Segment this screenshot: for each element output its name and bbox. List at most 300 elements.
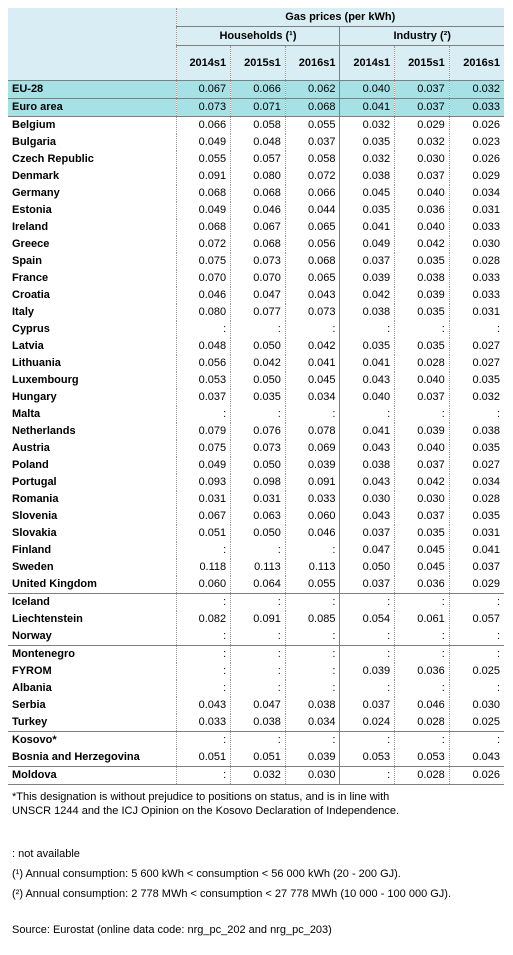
price-cell: 0.032 xyxy=(449,389,504,406)
price-cell: 0.050 xyxy=(362,561,391,573)
country-name: Kosovo* xyxy=(12,734,57,746)
price-cell: 0.042 xyxy=(285,338,340,355)
price-cell: : xyxy=(387,408,391,420)
price-cell: 0.037 xyxy=(395,508,450,525)
price-cell: 0.050 xyxy=(231,525,286,542)
table-row xyxy=(8,423,504,440)
table-row xyxy=(8,185,504,202)
price-cell: 0.039 xyxy=(285,749,340,767)
price-cell: 0.054 xyxy=(362,613,391,625)
price-cell: 0.082 xyxy=(176,611,231,628)
table-row xyxy=(8,714,504,732)
table-row xyxy=(8,270,504,287)
price-cell: 0.045 xyxy=(395,559,450,576)
price-cell: 0.043 xyxy=(362,476,391,488)
price-cell: 0.066 xyxy=(285,185,340,202)
price-cell: 0.028 xyxy=(395,355,450,372)
price-cell: : xyxy=(395,406,450,423)
price-cell: 0.031 xyxy=(231,491,286,508)
price-cell: 0.042 xyxy=(395,236,450,253)
price-cell: : xyxy=(176,321,231,338)
price-cell: 0.040 xyxy=(395,372,450,389)
price-cell: 0.068 xyxy=(285,99,340,117)
price-cell: 0.053 xyxy=(176,372,231,389)
price-cell: 0.027 xyxy=(449,457,504,474)
price-cell: 0.064 xyxy=(231,576,286,594)
country-name: Iceland xyxy=(12,596,50,608)
price-cell: 0.068 xyxy=(285,253,340,270)
kosovo-note-line: *This designation is without prejudice to positions on status, and is in line with xyxy=(12,791,390,803)
gas-prices-table xyxy=(8,8,504,785)
country-name: Hungary xyxy=(12,391,57,403)
price-cell: 0.038 xyxy=(285,697,340,714)
price-cell: : xyxy=(285,321,340,338)
price-cell: 0.076 xyxy=(231,423,286,440)
price-cell: 0.034 xyxy=(449,474,504,491)
price-cell: : xyxy=(387,323,391,335)
table-row xyxy=(8,457,504,474)
price-cell: 0.040 xyxy=(395,219,450,236)
table-row xyxy=(8,628,504,646)
price-cell: : xyxy=(231,594,286,612)
price-cell: 0.093 xyxy=(176,474,231,491)
price-cell: : xyxy=(176,663,231,680)
price-cell: 0.060 xyxy=(176,576,231,594)
price-cell: 0.068 xyxy=(176,219,231,236)
price-cell: 0.051 xyxy=(176,749,231,767)
table-row xyxy=(8,219,504,236)
price-cell: 0.042 xyxy=(231,355,286,372)
price-cell: : xyxy=(449,646,504,664)
price-cell: 0.051 xyxy=(176,525,231,542)
price-cell: 0.056 xyxy=(285,236,340,253)
price-cell: 0.068 xyxy=(231,185,286,202)
table-row xyxy=(8,236,504,253)
price-cell: 0.039 xyxy=(362,665,391,677)
price-cell: 0.039 xyxy=(362,272,391,284)
table-row xyxy=(8,406,504,423)
price-cell: 0.041 xyxy=(449,542,504,559)
table-row xyxy=(8,508,504,525)
country-name: Cyprus xyxy=(12,323,50,335)
table-row xyxy=(8,646,504,664)
table-row xyxy=(8,440,504,457)
price-cell: 0.043 xyxy=(176,697,231,714)
table-row xyxy=(8,355,504,372)
price-cell: : xyxy=(176,732,231,750)
price-cell: 0.037 xyxy=(395,99,450,117)
price-cell: : xyxy=(340,628,395,646)
table-row xyxy=(8,304,504,321)
table-row xyxy=(8,611,504,628)
table-title: Gas prices (per kWh) xyxy=(176,8,504,27)
price-cell: 0.056 xyxy=(176,355,231,372)
price-cell: 0.035 xyxy=(395,338,450,355)
price-cell: 0.041 xyxy=(362,425,391,437)
country-name: Sweden xyxy=(12,561,54,573)
kosovo-note xyxy=(12,790,502,818)
price-cell: 0.079 xyxy=(176,423,231,440)
table-row xyxy=(8,151,504,168)
not-available-note: : not available xyxy=(12,848,80,860)
price-cell: : xyxy=(176,646,231,664)
price-cell: 0.049 xyxy=(176,457,231,474)
price-cell: 0.037 xyxy=(285,134,340,151)
price-cell: : xyxy=(395,646,450,664)
country-name: France xyxy=(12,272,49,284)
price-cell: 0.045 xyxy=(395,542,450,559)
price-cell: 0.061 xyxy=(395,611,450,628)
price-cell: 0.030 xyxy=(395,151,450,168)
price-cell: : xyxy=(231,680,286,697)
price-cell: : xyxy=(340,767,395,785)
price-cell: : xyxy=(387,648,391,660)
price-cell: 0.048 xyxy=(176,338,231,355)
price-cell: 0.047 xyxy=(362,544,391,556)
column-header: 2016s1 xyxy=(285,46,340,81)
price-cell: : xyxy=(387,682,391,694)
price-cell: 0.029 xyxy=(449,168,504,185)
price-cell: 0.046 xyxy=(395,697,450,714)
price-cell: 0.025 xyxy=(449,663,504,680)
price-cell: 0.030 xyxy=(285,767,340,785)
table-row xyxy=(8,389,504,406)
price-cell: : xyxy=(176,767,231,785)
price-cell: 0.039 xyxy=(395,423,450,440)
price-cell: : xyxy=(285,628,340,646)
country-name: Finland xyxy=(12,544,52,556)
price-cell: 0.051 xyxy=(231,749,286,767)
column-header: 2015s1 xyxy=(231,46,286,81)
column-header: 2014s1 xyxy=(176,46,231,81)
header-corner xyxy=(8,46,176,81)
price-cell: 0.065 xyxy=(285,219,340,236)
price-cell: : xyxy=(449,680,504,697)
table-row xyxy=(8,749,504,767)
price-cell: 0.085 xyxy=(285,611,340,628)
price-cell: 0.027 xyxy=(449,338,504,355)
price-cell: 0.024 xyxy=(340,714,395,732)
price-cell: : xyxy=(231,628,286,646)
price-cell: : xyxy=(176,628,231,646)
price-cell: 0.063 xyxy=(231,508,286,525)
table-row xyxy=(8,287,504,304)
price-cell: 0.043 xyxy=(362,442,391,454)
price-cell: : xyxy=(231,732,286,750)
table-row xyxy=(8,542,504,559)
price-cell: 0.048 xyxy=(231,134,286,151)
price-cell: 0.040 xyxy=(395,440,450,457)
price-cell: 0.047 xyxy=(231,697,286,714)
table-row xyxy=(8,117,504,135)
price-cell: 0.050 xyxy=(231,457,286,474)
table-row xyxy=(8,697,504,714)
price-cell: 0.037 xyxy=(340,576,395,594)
price-cell: 0.028 xyxy=(449,491,504,508)
price-cell: 0.038 xyxy=(231,714,286,732)
price-cell: : xyxy=(449,321,504,338)
table-row xyxy=(8,253,504,270)
price-cell: 0.049 xyxy=(176,202,231,219)
price-cell: 0.043 xyxy=(449,749,504,767)
price-cell: 0.046 xyxy=(285,525,340,542)
price-cell: 0.049 xyxy=(176,134,231,151)
table-row xyxy=(8,168,504,185)
price-cell: 0.039 xyxy=(395,287,450,304)
price-cell: 0.025 xyxy=(449,714,504,732)
price-cell: 0.037 xyxy=(395,389,450,406)
price-cell: 0.037 xyxy=(395,168,450,185)
price-cell: 0.029 xyxy=(395,117,450,135)
price-cell: 0.037 xyxy=(362,527,391,539)
price-cell: 0.067 xyxy=(176,508,231,525)
price-cell: 0.072 xyxy=(176,236,231,253)
price-cell: 0.091 xyxy=(176,168,231,185)
price-cell: 0.055 xyxy=(176,151,231,168)
price-cell: 0.031 xyxy=(449,525,504,542)
price-cell: 0.043 xyxy=(362,374,391,386)
price-cell: 0.035 xyxy=(395,304,450,321)
table-header xyxy=(8,8,504,81)
price-cell: 0.030 xyxy=(449,697,504,714)
price-cell: 0.027 xyxy=(449,355,504,372)
country-name: FYROM xyxy=(12,665,52,677)
price-cell: 0.032 xyxy=(395,134,450,151)
table-row xyxy=(8,732,504,750)
price-cell: : xyxy=(231,663,286,680)
country-name: Croatia xyxy=(12,289,50,301)
price-cell: 0.023 xyxy=(449,134,504,151)
price-cell: : xyxy=(285,594,340,612)
price-cell: 0.055 xyxy=(285,576,340,594)
price-cell: 0.038 xyxy=(362,306,391,318)
price-cell: 0.039 xyxy=(285,457,340,474)
price-cell: 0.030 xyxy=(395,491,450,508)
price-cell: 0.035 xyxy=(362,340,391,352)
price-cell: : xyxy=(449,732,504,750)
header-corner xyxy=(8,27,176,46)
price-cell: 0.058 xyxy=(285,151,340,168)
price-cell: 0.030 xyxy=(362,493,391,505)
price-cell: : xyxy=(285,406,340,423)
country-name: Greece xyxy=(12,238,50,250)
country-name: Euro area xyxy=(8,99,176,117)
price-cell: 0.043 xyxy=(362,510,391,522)
price-cell: 0.033 xyxy=(449,99,504,117)
price-cell: 0.035 xyxy=(362,136,391,148)
price-cell: : xyxy=(176,406,231,423)
price-cell: 0.041 xyxy=(340,99,395,117)
price-cell: 0.080 xyxy=(176,304,231,321)
price-cell: : xyxy=(176,680,231,697)
price-cell: 0.035 xyxy=(395,253,450,270)
price-cell: 0.033 xyxy=(449,287,504,304)
legend-notes xyxy=(12,847,502,861)
price-cell: 0.070 xyxy=(231,270,286,287)
price-cell: 0.034 xyxy=(285,714,340,732)
price-cell: 0.037 xyxy=(449,559,504,576)
price-cell: 0.040 xyxy=(395,185,450,202)
price-cell: 0.041 xyxy=(362,357,391,369)
price-cell: 0.044 xyxy=(285,202,340,219)
price-cell: 0.080 xyxy=(231,168,286,185)
table-row xyxy=(8,767,504,785)
country-name: Austria xyxy=(12,442,50,454)
price-cell: 0.041 xyxy=(362,221,391,233)
gas-prices-table-container xyxy=(8,8,504,785)
price-cell: 0.035 xyxy=(449,372,504,389)
industry-group-header: Industry (²) xyxy=(340,27,504,46)
price-cell: 0.072 xyxy=(285,168,340,185)
price-cell: 0.050 xyxy=(231,372,286,389)
country-name: Spain xyxy=(12,255,42,267)
price-cell: 0.036 xyxy=(395,663,450,680)
price-cell: 0.060 xyxy=(285,508,340,525)
price-cell: 0.041 xyxy=(285,355,340,372)
price-cell: 0.045 xyxy=(285,372,340,389)
price-cell: 0.035 xyxy=(449,440,504,457)
price-cell: : xyxy=(449,406,504,423)
price-cell: 0.077 xyxy=(231,304,286,321)
column-header: 2014s1 xyxy=(340,46,395,81)
column-header: 2016s1 xyxy=(449,46,504,81)
price-cell: 0.053 xyxy=(395,749,450,767)
price-cell: 0.049 xyxy=(362,238,391,250)
country-name: Bosnia and Herzegovina xyxy=(8,749,176,767)
price-cell: 0.037 xyxy=(176,389,231,406)
price-cell: 0.033 xyxy=(285,491,340,508)
price-cell: : xyxy=(285,646,340,664)
price-cell: 0.028 xyxy=(395,767,450,785)
price-cell: 0.043 xyxy=(285,287,340,304)
price-cell: 0.066 xyxy=(176,117,231,135)
price-cell: 0.073 xyxy=(285,304,340,321)
price-cell: 0.073 xyxy=(231,440,286,457)
households-note: (¹) Annual consumption: 5 600 kWh < consumption < 56 000 kWh (20 - 200 GJ). xyxy=(12,868,401,880)
country-name: EU-28 xyxy=(8,81,176,99)
price-cell: : xyxy=(231,542,286,559)
price-cell: 0.045 xyxy=(362,187,391,199)
consumption-notes xyxy=(12,867,502,901)
column-header: 2015s1 xyxy=(395,46,450,81)
price-cell: 0.034 xyxy=(449,185,504,202)
price-cell: 0.031 xyxy=(176,491,231,508)
price-cell: 0.046 xyxy=(231,202,286,219)
price-cell: 0.035 xyxy=(231,389,286,406)
price-cell: 0.113 xyxy=(285,559,340,576)
price-cell: 0.037 xyxy=(395,81,450,99)
price-cell: 0.042 xyxy=(395,474,450,491)
price-cell: 0.070 xyxy=(176,270,231,287)
price-cell: 0.038 xyxy=(395,270,450,287)
price-cell: 0.050 xyxy=(231,338,286,355)
price-cell: 0.035 xyxy=(362,204,391,216)
price-cell: 0.036 xyxy=(395,202,450,219)
table-row xyxy=(8,576,504,594)
price-cell: : xyxy=(395,732,450,750)
price-cell: 0.040 xyxy=(362,391,391,403)
country-name: Denmark xyxy=(12,170,60,182)
table-row xyxy=(8,559,504,576)
table-row xyxy=(8,202,504,219)
price-cell: : xyxy=(231,321,286,338)
table-row xyxy=(8,372,504,389)
price-cell: 0.042 xyxy=(362,289,391,301)
price-cell: 0.075 xyxy=(176,440,231,457)
price-cell: 0.118 xyxy=(176,559,231,576)
country-name: Lithuania xyxy=(12,357,61,369)
country-name: Latvia xyxy=(12,340,44,352)
table-body xyxy=(8,81,504,785)
country-name: Czech Republic xyxy=(12,153,94,165)
price-cell: 0.037 xyxy=(395,457,450,474)
price-cell: 0.033 xyxy=(176,714,231,732)
industry-note: (²) Annual consumption: 2 778 MWh < consumption < 27 778 MWh (10 000 - 100 000 GJ). xyxy=(12,888,452,900)
price-cell: 0.035 xyxy=(395,525,450,542)
price-cell: 0.067 xyxy=(176,81,231,99)
price-cell: 0.033 xyxy=(449,270,504,287)
price-cell: : xyxy=(449,628,504,646)
source-text: Source: Eurostat (online data code: nrg_pc_202 and nrg_pc_203) xyxy=(12,924,332,936)
price-cell: : xyxy=(387,596,391,608)
price-cell: 0.032 xyxy=(362,153,391,165)
price-cell: 0.030 xyxy=(449,236,504,253)
table-row xyxy=(8,491,504,508)
price-cell: 0.069 xyxy=(285,440,340,457)
price-cell: : xyxy=(231,646,286,664)
price-cell: : xyxy=(285,542,340,559)
country-name: Portugal xyxy=(12,476,57,488)
price-cell: 0.075 xyxy=(176,253,231,270)
country-name: United Kingdom xyxy=(8,576,176,594)
price-cell: : xyxy=(395,680,450,697)
price-cell: 0.032 xyxy=(449,81,504,99)
price-cell: 0.065 xyxy=(285,270,340,287)
country-name: Germany xyxy=(12,187,60,199)
price-cell: 0.038 xyxy=(362,459,391,471)
price-cell: 0.062 xyxy=(285,81,340,99)
price-cell: 0.032 xyxy=(362,119,391,131)
price-cell: : xyxy=(395,594,450,612)
price-cell: 0.068 xyxy=(176,185,231,202)
price-cell: 0.091 xyxy=(231,611,286,628)
country-name: Estonia xyxy=(12,204,52,216)
table-row xyxy=(8,81,504,99)
country-name: Italy xyxy=(12,306,35,318)
table-row xyxy=(8,99,504,117)
price-cell: 0.057 xyxy=(231,151,286,168)
price-cell: 0.029 xyxy=(449,576,504,594)
table-row xyxy=(8,680,504,697)
price-cell: : xyxy=(231,406,286,423)
price-cell: 0.073 xyxy=(176,99,231,117)
price-cell: 0.037 xyxy=(362,699,391,711)
table-row xyxy=(8,338,504,355)
price-cell: : xyxy=(176,542,231,559)
price-cell: 0.040 xyxy=(340,81,395,99)
price-cell: 0.057 xyxy=(449,611,504,628)
price-cell: 0.073 xyxy=(231,253,286,270)
price-cell: : xyxy=(387,734,391,746)
country-name: Slovenia xyxy=(12,510,58,522)
country-name: Bulgaria xyxy=(12,136,57,148)
country-name: Serbia xyxy=(12,699,46,711)
price-cell: 0.026 xyxy=(449,767,504,785)
table-row xyxy=(8,663,504,680)
price-cell: 0.055 xyxy=(285,117,340,135)
price-cell: 0.037 xyxy=(362,255,391,267)
header-corner xyxy=(8,8,176,27)
